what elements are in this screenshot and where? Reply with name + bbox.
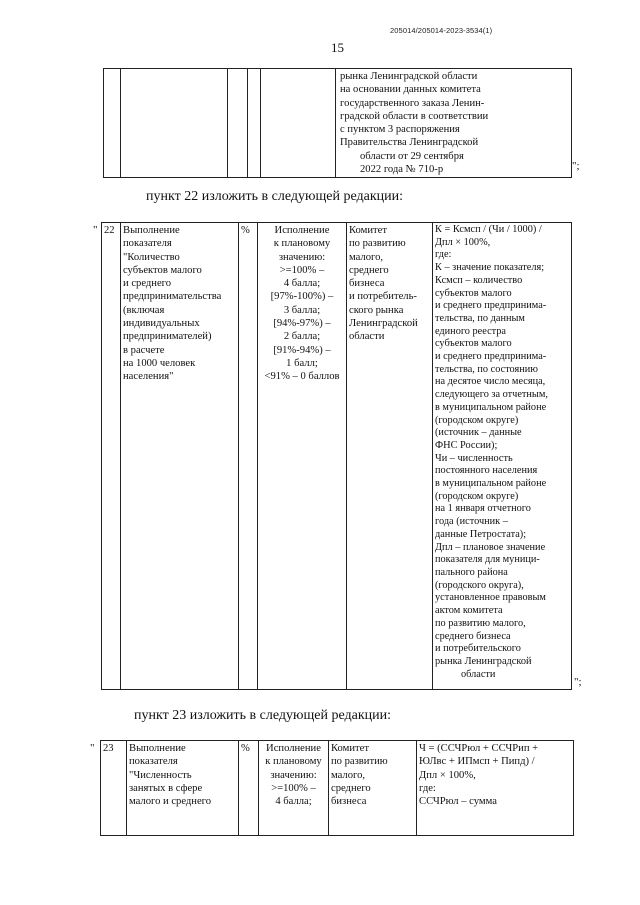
text-line: области [349, 331, 385, 343]
text-line: Комитет [349, 225, 387, 236]
opening-quote: " [93, 224, 98, 236]
text-line: единого реестра [435, 325, 506, 337]
unit: % [239, 223, 258, 690]
text-line: на 1 января отчетного [435, 503, 531, 515]
scoring-rule [258, 223, 347, 690]
text-line: (городском округе) [435, 414, 519, 426]
text-line: 3 балла; [283, 304, 321, 316]
text-line: в расчете [123, 344, 165, 356]
text-line: К – значение показателя; [435, 262, 545, 274]
top-cell-score [248, 69, 261, 178]
text-line: "Количество [123, 251, 180, 263]
text-line: Выполнение [123, 225, 180, 236]
top-cell-authority [261, 69, 336, 178]
responsible-authority [347, 223, 433, 690]
row-number: 23 [101, 741, 127, 836]
text-line: ССЧРюл – сумма [419, 796, 497, 808]
text-line: показателя [129, 756, 178, 768]
text-line: значению: [270, 769, 317, 781]
text-line: следующего за отчетным, [435, 389, 548, 401]
closing-quote: "; [572, 160, 580, 172]
text-line: 1 балл; [286, 357, 318, 369]
text-line: "Численность [129, 769, 192, 781]
text-line: <91% – 0 баллов [264, 371, 340, 383]
text-line: значению: [278, 251, 326, 263]
section-22-heading: пункт 22 изложить в следующей редакции: [146, 189, 403, 204]
text-line: на основании данных комитета [340, 84, 481, 96]
text-line: в муниципальном районе [435, 401, 547, 413]
indicator-name [121, 223, 239, 690]
document-id: 205014/205014-2023-3534(1) [390, 26, 493, 35]
text-line: занятых в сфере [129, 782, 203, 794]
top-cell-unit [228, 69, 248, 178]
text-line: 4 балла; [283, 278, 321, 290]
top-continuation-table [103, 68, 572, 178]
text-line: и потребительского [435, 643, 521, 655]
text-line: и среднего предпринима- [435, 351, 547, 363]
text-line: малого, [349, 251, 384, 263]
text-line: по развитию [349, 238, 406, 250]
text-line: рынка Ленинградской [435, 655, 532, 667]
text-line: Ксмсп – количество [435, 274, 523, 286]
text-line: (источник – данные [435, 427, 522, 439]
text-line: Дпл × 100%, [435, 236, 491, 248]
text-line: государственного заказа Ленин- [340, 97, 485, 109]
text-line: среднего бизнеса [435, 630, 511, 642]
page-number: 15 [331, 40, 344, 55]
closing-quote: "; [574, 676, 582, 688]
text-line: актом комитета [435, 605, 503, 617]
text-line: предпринимательства [123, 291, 222, 303]
section-23-heading: пункт 23 изложить в следующей редакции: [134, 708, 391, 723]
text-line: ЮЛвс + ИПмсп + Пипд) / [419, 756, 535, 768]
text-line: Исполнение [266, 743, 321, 754]
text-line: и потребитель- [349, 291, 417, 303]
text-line: Дпл – плановое значение [435, 541, 546, 553]
text-line: тельства, по данным [435, 312, 525, 324]
indicator-name [127, 741, 239, 836]
text-line: [94%-97%) – [273, 318, 331, 330]
text-line: 4 балла; [275, 796, 312, 808]
responsible-authority [329, 741, 417, 836]
text-line: данные Петростата); [435, 528, 527, 540]
text-line: ФНС России); [435, 439, 498, 451]
text-line: субъектов малого [435, 287, 512, 299]
text-line: области [461, 668, 496, 680]
text-line: года (источник – [435, 516, 508, 528]
text-line: К = Ксмсп / (Чи / 1000) / [435, 224, 542, 235]
text-line: показателя [123, 238, 172, 250]
text-line: (включая [123, 304, 165, 316]
text-line: по развитию малого, [435, 617, 526, 629]
text-line: Исполнение [274, 225, 330, 236]
section-23-table [100, 740, 574, 836]
calculation-method [433, 223, 572, 690]
text-line: показателя для муници- [435, 554, 540, 566]
text-line: области от 29 сентября [360, 150, 464, 162]
text-line: Комитет [331, 743, 369, 754]
text-line: Чи – численность [435, 452, 513, 464]
text-line: малого, [331, 769, 366, 781]
text-line: и среднего [123, 278, 172, 290]
text-line: рынка Ленинградской области [340, 71, 478, 82]
text-line: на десятое число месяца, [435, 376, 546, 388]
text-line: >=100% – [279, 264, 325, 276]
text-line: на 1000 человек [123, 357, 196, 369]
text-line: тельства, по состоянию [435, 363, 538, 375]
text-line: бизнеса [349, 278, 385, 290]
text-line: с пунктом 3 распоряжения [340, 124, 460, 136]
text-line: и среднего предпринима- [435, 300, 547, 312]
top-cell-method [336, 69, 572, 178]
text-line: малого и среднего [129, 796, 212, 808]
text-line: Ч = (ССЧРюл + ССЧРип + [419, 743, 539, 754]
text-line: к плановому [273, 238, 331, 250]
text-line: индивидуальных [123, 318, 200, 330]
text-line: Ленинградской [349, 318, 418, 330]
text-line: среднего [331, 782, 371, 794]
text-line: населения" [123, 371, 174, 383]
text-line: ского рынка [349, 304, 404, 316]
text-line: >=100% – [271, 782, 316, 794]
text-line: Выполнение [129, 743, 186, 754]
text-line: (городском округе) [435, 490, 519, 502]
text-line: пального района [435, 566, 508, 578]
text-line: по развитию [331, 756, 388, 768]
text-line: 2 балла; [283, 331, 321, 343]
text-line: субъектов малого [123, 264, 202, 276]
text-line: бизнеса [331, 796, 367, 808]
unit: % [239, 741, 259, 836]
row-number: 22 [102, 223, 121, 690]
text-line: где: [435, 249, 452, 261]
text-line: предпринимателей) [123, 331, 212, 343]
top-cell-number [104, 69, 121, 178]
text-line: субъектов малого [435, 338, 512, 350]
text-line: установленное правовым [435, 592, 546, 604]
text-line: к плановому [265, 756, 322, 768]
text-line: 2022 года № 710-р [360, 164, 444, 176]
text-line: среднего [349, 264, 389, 276]
text-line: [91%-94%) – [273, 344, 331, 356]
text-line: [97%-100%) – [270, 291, 334, 303]
text-line: Дпл × 100%, [419, 769, 476, 781]
text-line: постоянного населения [435, 465, 538, 477]
text-line: в муниципальном районе [435, 478, 547, 490]
text-line: где: [419, 782, 436, 794]
top-cell-name [121, 69, 228, 178]
opening-quote: " [90, 742, 95, 754]
section-22-table [101, 222, 572, 690]
scoring-rule [259, 741, 329, 836]
text-line: Правительства Ленинградской [340, 137, 479, 149]
text-line: градской области в соответствии [340, 110, 489, 122]
text-line: (городского округа), [435, 579, 524, 591]
calculation-method [417, 741, 574, 836]
